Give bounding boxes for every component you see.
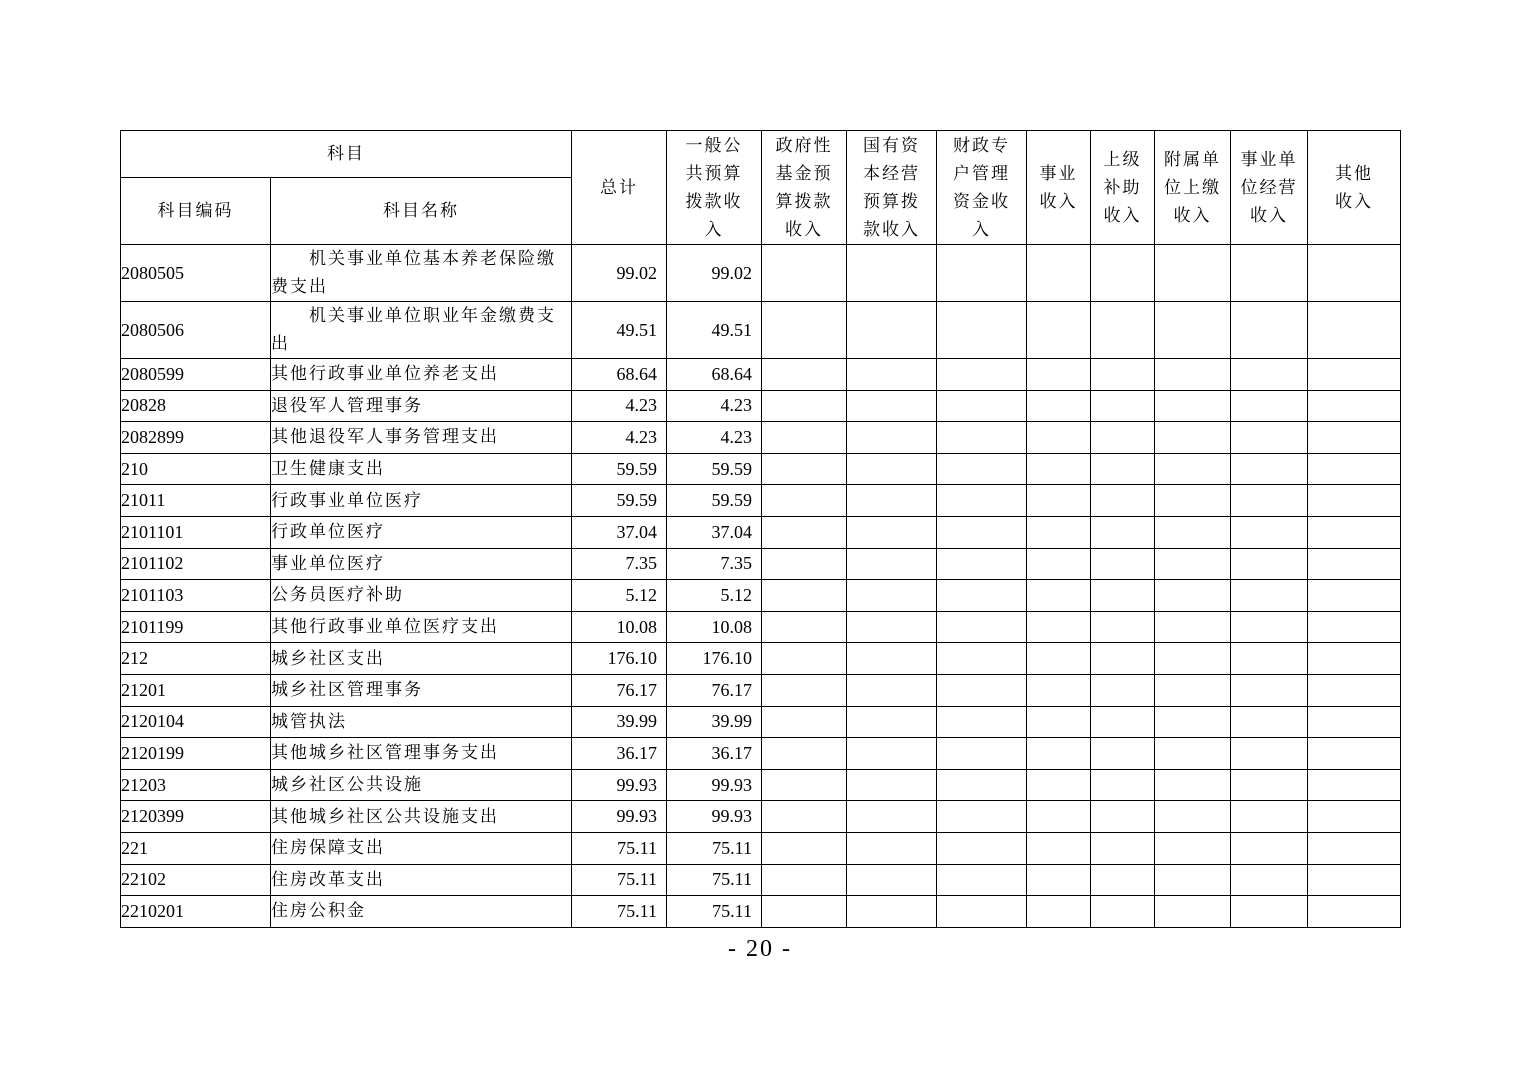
cell-subject-code: 2101103	[121, 580, 271, 612]
cell-business-unit-operation	[1231, 245, 1308, 302]
cell-total: 4.23	[572, 390, 667, 422]
cell-gov-fund-budget	[762, 643, 847, 675]
cell-gov-fund-budget	[762, 302, 847, 359]
cell-general-public-budget: 4.23	[667, 390, 762, 422]
table-row	[121, 245, 1401, 302]
cell-other-income	[1308, 245, 1401, 302]
cell-business-unit-operation	[1231, 643, 1308, 675]
cell-subject-name	[271, 302, 572, 359]
cell-business-income	[1027, 832, 1091, 864]
cell-total: 75.11	[572, 864, 667, 896]
table-row	[121, 453, 1401, 485]
cell-affiliated-unit-payment	[1155, 832, 1231, 864]
table-row	[121, 801, 1401, 833]
cell-subject-name: 退役军人管理事务	[271, 390, 572, 422]
cell-gov-fund-budget	[762, 832, 847, 864]
table-header	[121, 131, 1401, 245]
cell-state-capital-budget	[847, 611, 937, 643]
table-row	[121, 422, 1401, 454]
cell-general-public-budget: 10.08	[667, 611, 762, 643]
cell-total: 39.99	[572, 706, 667, 738]
cell-subject-code: 21203	[121, 769, 271, 801]
cell-fiscal-special-account	[937, 864, 1027, 896]
cell-subject-code: 2101101	[121, 516, 271, 548]
cell-business-income	[1027, 485, 1091, 517]
cell-business-unit-operation	[1231, 674, 1308, 706]
cell-state-capital-budget	[847, 896, 937, 928]
cell-superior-subsidy	[1091, 245, 1155, 302]
cell-business-income	[1027, 359, 1091, 391]
cell-affiliated-unit-payment	[1155, 516, 1231, 548]
cell-superior-subsidy	[1091, 611, 1155, 643]
cell-affiliated-unit-payment	[1155, 738, 1231, 770]
cell-subject-name: 其他城乡社区公共设施支出	[271, 801, 572, 833]
cell-superior-subsidy	[1091, 453, 1155, 485]
cell-subject-code: 212	[121, 643, 271, 675]
cell-business-income	[1027, 864, 1091, 896]
cell-business-income	[1027, 896, 1091, 928]
cell-subject-code: 20828	[121, 390, 271, 422]
cell-subject-name: 城管执法	[271, 706, 572, 738]
cell-business-income	[1027, 245, 1091, 302]
cell-subject-name: 城乡社区管理事务	[271, 674, 572, 706]
cell-business-income	[1027, 453, 1091, 485]
cell-general-public-budget: 99.02	[667, 245, 762, 302]
cell-fiscal-special-account	[937, 896, 1027, 928]
cell-affiliated-unit-payment	[1155, 896, 1231, 928]
table-row	[121, 390, 1401, 422]
cell-fiscal-special-account	[937, 832, 1027, 864]
cell-total: 7.35	[572, 548, 667, 580]
cell-business-unit-operation	[1231, 896, 1308, 928]
cell-other-income	[1308, 769, 1401, 801]
header-gov-fund-budget: 政府性 基金预 算拨款 收入	[762, 131, 847, 245]
cell-gov-fund-budget	[762, 611, 847, 643]
cell-business-unit-operation	[1231, 611, 1308, 643]
cell-total: 68.64	[572, 359, 667, 391]
cell-state-capital-budget	[847, 390, 937, 422]
cell-subject-name: 住房公积金	[271, 896, 572, 928]
cell-business-income	[1027, 643, 1091, 675]
header-general-public-budget: 一般公 共预算 拨款收 入	[667, 131, 762, 245]
cell-affiliated-unit-payment	[1155, 245, 1231, 302]
cell-state-capital-budget	[847, 359, 937, 391]
cell-total: 10.08	[572, 611, 667, 643]
cell-fiscal-special-account	[937, 302, 1027, 359]
cell-general-public-budget: 76.17	[667, 674, 762, 706]
cell-fiscal-special-account	[937, 769, 1027, 801]
table-row	[121, 864, 1401, 896]
cell-affiliated-unit-payment	[1155, 864, 1231, 896]
cell-state-capital-budget	[847, 643, 937, 675]
cell-subject-code: 2080506	[121, 302, 271, 359]
cell-superior-subsidy	[1091, 516, 1155, 548]
cell-state-capital-budget	[847, 674, 937, 706]
subject-name-text: 机关事业单位基本养老保险缴费支出	[271, 249, 556, 297]
cell-gov-fund-budget	[762, 245, 847, 302]
cell-subject-name: 行政事业单位医疗	[271, 485, 572, 517]
cell-subject-code: 2082899	[121, 422, 271, 454]
cell-business-income	[1027, 611, 1091, 643]
cell-other-income	[1308, 580, 1401, 612]
cell-business-unit-operation	[1231, 390, 1308, 422]
page-number: - 20 -	[728, 936, 792, 962]
cell-fiscal-special-account	[937, 580, 1027, 612]
header-affiliated-unit-payment: 附属单 位上缴 收入	[1155, 131, 1231, 245]
cell-state-capital-budget	[847, 832, 937, 864]
cell-affiliated-unit-payment	[1155, 706, 1231, 738]
header-state-capital-budget: 国有资 本经营 预算拨 款收入	[847, 131, 937, 245]
cell-business-unit-operation	[1231, 422, 1308, 454]
cell-affiliated-unit-payment	[1155, 548, 1231, 580]
cell-gov-fund-budget	[762, 453, 847, 485]
cell-other-income	[1308, 738, 1401, 770]
cell-total: 75.11	[572, 896, 667, 928]
cell-gov-fund-budget	[762, 485, 847, 517]
cell-fiscal-special-account	[937, 801, 1027, 833]
table-row	[121, 896, 1401, 928]
cell-fiscal-special-account	[937, 390, 1027, 422]
cell-business-income	[1027, 674, 1091, 706]
cell-total: 176.10	[572, 643, 667, 675]
cell-superior-subsidy	[1091, 769, 1155, 801]
cell-fiscal-special-account	[937, 485, 1027, 517]
cell-gov-fund-budget	[762, 580, 847, 612]
cell-other-income	[1308, 674, 1401, 706]
cell-affiliated-unit-payment	[1155, 643, 1231, 675]
cell-total: 49.51	[572, 302, 667, 359]
cell-subject-name: 住房改革支出	[271, 864, 572, 896]
cell-other-income	[1308, 516, 1401, 548]
cell-total: 75.11	[572, 832, 667, 864]
header-subject-name: 科目名称	[271, 178, 572, 245]
cell-subject-name: 城乡社区公共设施	[271, 769, 572, 801]
cell-subject-code: 2101199	[121, 611, 271, 643]
cell-general-public-budget: 4.23	[667, 422, 762, 454]
cell-superior-subsidy	[1091, 896, 1155, 928]
cell-business-unit-operation	[1231, 453, 1308, 485]
cell-gov-fund-budget	[762, 896, 847, 928]
cell-general-public-budget: 7.35	[667, 548, 762, 580]
cell-superior-subsidy	[1091, 864, 1155, 896]
cell-business-income	[1027, 516, 1091, 548]
cell-subject-name: 其他行政事业单位养老支出	[271, 359, 572, 391]
cell-subject-code: 21011	[121, 485, 271, 517]
cell-total: 37.04	[572, 516, 667, 548]
cell-other-income	[1308, 302, 1401, 359]
cell-other-income	[1308, 390, 1401, 422]
cell-business-unit-operation	[1231, 302, 1308, 359]
cell-superior-subsidy	[1091, 359, 1155, 391]
cell-state-capital-budget	[847, 516, 937, 548]
cell-affiliated-unit-payment	[1155, 674, 1231, 706]
cell-business-unit-operation	[1231, 706, 1308, 738]
cell-total: 99.02	[572, 245, 667, 302]
cell-superior-subsidy	[1091, 674, 1155, 706]
cell-subject-code: 210	[121, 453, 271, 485]
cell-business-unit-operation	[1231, 738, 1308, 770]
cell-subject-name: 卫生健康支出	[271, 453, 572, 485]
header-fiscal-special-account: 财政专 户管理 资金收 入	[937, 131, 1027, 245]
cell-business-income	[1027, 738, 1091, 770]
cell-superior-subsidy	[1091, 548, 1155, 580]
cell-business-income	[1027, 580, 1091, 612]
cell-affiliated-unit-payment	[1155, 580, 1231, 612]
cell-business-income	[1027, 706, 1091, 738]
cell-fiscal-special-account	[937, 611, 1027, 643]
budget-table	[120, 130, 1401, 928]
cell-general-public-budget: 59.59	[667, 485, 762, 517]
cell-gov-fund-budget	[762, 706, 847, 738]
cell-affiliated-unit-payment	[1155, 302, 1231, 359]
cell-subject-name: 城乡社区支出	[271, 643, 572, 675]
cell-subject-name: 其他城乡社区管理事务支出	[271, 738, 572, 770]
cell-general-public-budget: 75.11	[667, 832, 762, 864]
cell-state-capital-budget	[847, 769, 937, 801]
cell-affiliated-unit-payment	[1155, 422, 1231, 454]
cell-superior-subsidy	[1091, 422, 1155, 454]
cell-state-capital-budget	[847, 580, 937, 612]
cell-gov-fund-budget	[762, 801, 847, 833]
cell-affiliated-unit-payment	[1155, 611, 1231, 643]
cell-total: 99.93	[572, 769, 667, 801]
cell-state-capital-budget	[847, 706, 937, 738]
cell-subject-name: 其他行政事业单位医疗支出	[271, 611, 572, 643]
cell-other-income	[1308, 801, 1401, 833]
cell-subject-code: 2120399	[121, 801, 271, 833]
cell-total: 59.59	[572, 485, 667, 517]
cell-other-income	[1308, 422, 1401, 454]
cell-state-capital-budget	[847, 864, 937, 896]
cell-other-income	[1308, 643, 1401, 675]
cell-fiscal-special-account	[937, 422, 1027, 454]
cell-total: 5.12	[572, 580, 667, 612]
cell-other-income	[1308, 485, 1401, 517]
cell-state-capital-budget	[847, 548, 937, 580]
cell-subject-name: 其他退役军人事务管理支出	[271, 422, 572, 454]
cell-general-public-budget: 49.51	[667, 302, 762, 359]
cell-other-income	[1308, 611, 1401, 643]
cell-other-income	[1308, 359, 1401, 391]
header-business-income: 事业 收入	[1027, 131, 1091, 245]
cell-business-unit-operation	[1231, 359, 1308, 391]
cell-business-unit-operation	[1231, 516, 1308, 548]
cell-gov-fund-budget	[762, 516, 847, 548]
cell-other-income	[1308, 548, 1401, 580]
table-row	[121, 516, 1401, 548]
table-row	[121, 643, 1401, 675]
cell-gov-fund-budget	[762, 548, 847, 580]
cell-other-income	[1308, 896, 1401, 928]
cell-fiscal-special-account	[937, 548, 1027, 580]
subject-name-text: 机关事业单位职业年金缴费支出	[271, 306, 556, 354]
cell-total: 4.23	[572, 422, 667, 454]
table-row	[121, 769, 1401, 801]
table-body	[121, 245, 1401, 928]
cell-subject-name: 住房保障支出	[271, 832, 572, 864]
cell-general-public-budget: 37.04	[667, 516, 762, 548]
cell-gov-fund-budget	[762, 390, 847, 422]
cell-gov-fund-budget	[762, 864, 847, 896]
cell-other-income	[1308, 864, 1401, 896]
header-business-unit-operation: 事业单 位经营 收入	[1231, 131, 1308, 245]
cell-affiliated-unit-payment	[1155, 485, 1231, 517]
cell-superior-subsidy	[1091, 643, 1155, 675]
cell-general-public-budget: 39.99	[667, 706, 762, 738]
cell-total: 76.17	[572, 674, 667, 706]
cell-fiscal-special-account	[937, 738, 1027, 770]
cell-state-capital-budget	[847, 801, 937, 833]
cell-general-public-budget: 99.93	[667, 801, 762, 833]
table-row	[121, 359, 1401, 391]
cell-total: 59.59	[572, 453, 667, 485]
cell-business-income	[1027, 801, 1091, 833]
cell-gov-fund-budget	[762, 769, 847, 801]
header-subject-code: 科目编码	[121, 178, 271, 245]
cell-subject-code: 2210201	[121, 896, 271, 928]
table-row	[121, 832, 1401, 864]
cell-gov-fund-budget	[762, 674, 847, 706]
cell-state-capital-budget	[847, 485, 937, 517]
table-row	[121, 674, 1401, 706]
cell-general-public-budget: 75.11	[667, 896, 762, 928]
cell-general-public-budget: 176.10	[667, 643, 762, 675]
cell-superior-subsidy	[1091, 801, 1155, 833]
cell-fiscal-special-account	[937, 643, 1027, 675]
header-subject: 科目	[121, 131, 572, 178]
cell-subject-code: 2080505	[121, 245, 271, 302]
cell-superior-subsidy	[1091, 390, 1155, 422]
cell-fiscal-special-account	[937, 516, 1027, 548]
cell-state-capital-budget	[847, 453, 937, 485]
cell-business-unit-operation	[1231, 801, 1308, 833]
cell-affiliated-unit-payment	[1155, 453, 1231, 485]
cell-fiscal-special-account	[937, 453, 1027, 485]
cell-fiscal-special-account	[937, 245, 1027, 302]
cell-general-public-budget: 59.59	[667, 453, 762, 485]
cell-state-capital-budget	[847, 245, 937, 302]
cell-subject-code: 221	[121, 832, 271, 864]
cell-state-capital-budget	[847, 302, 937, 359]
cell-subject-code: 2120104	[121, 706, 271, 738]
cell-business-unit-operation	[1231, 548, 1308, 580]
table-row	[121, 580, 1401, 612]
cell-business-income	[1027, 422, 1091, 454]
cell-state-capital-budget	[847, 422, 937, 454]
cell-affiliated-unit-payment	[1155, 359, 1231, 391]
header-other-income: 其他 收入	[1308, 131, 1401, 245]
cell-business-income	[1027, 548, 1091, 580]
cell-affiliated-unit-payment	[1155, 390, 1231, 422]
cell-business-income	[1027, 302, 1091, 359]
cell-general-public-budget: 5.12	[667, 580, 762, 612]
cell-fiscal-special-account	[937, 674, 1027, 706]
cell-affiliated-unit-payment	[1155, 769, 1231, 801]
cell-business-income	[1027, 390, 1091, 422]
cell-total: 99.93	[572, 801, 667, 833]
cell-general-public-budget: 75.11	[667, 864, 762, 896]
cell-affiliated-unit-payment	[1155, 801, 1231, 833]
cell-superior-subsidy	[1091, 738, 1155, 770]
table-row	[121, 302, 1401, 359]
cell-subject-code: 21201	[121, 674, 271, 706]
cell-business-unit-operation	[1231, 580, 1308, 612]
cell-business-income	[1027, 769, 1091, 801]
cell-other-income	[1308, 453, 1401, 485]
cell-gov-fund-budget	[762, 738, 847, 770]
cell-business-unit-operation	[1231, 485, 1308, 517]
cell-gov-fund-budget	[762, 422, 847, 454]
cell-superior-subsidy	[1091, 832, 1155, 864]
cell-subject-name: 行政单位医疗	[271, 516, 572, 548]
cell-subject-code: 2120199	[121, 738, 271, 770]
table-row	[121, 611, 1401, 643]
cell-subject-name: 事业单位医疗	[271, 548, 572, 580]
cell-superior-subsidy	[1091, 485, 1155, 517]
cell-subject-name: 公务员医疗补助	[271, 580, 572, 612]
table-row	[121, 485, 1401, 517]
cell-general-public-budget: 68.64	[667, 359, 762, 391]
cell-fiscal-special-account	[937, 359, 1027, 391]
cell-general-public-budget: 36.17	[667, 738, 762, 770]
cell-other-income	[1308, 706, 1401, 738]
cell-subject-name	[271, 245, 572, 302]
cell-subject-code: 22102	[121, 864, 271, 896]
cell-total: 36.17	[572, 738, 667, 770]
cell-state-capital-budget	[847, 738, 937, 770]
cell-business-unit-operation	[1231, 864, 1308, 896]
cell-business-unit-operation	[1231, 832, 1308, 864]
cell-other-income	[1308, 832, 1401, 864]
table-row	[121, 706, 1401, 738]
cell-subject-code: 2101102	[121, 548, 271, 580]
header-total: 总计	[572, 131, 667, 245]
cell-general-public-budget: 99.93	[667, 769, 762, 801]
cell-fiscal-special-account	[937, 706, 1027, 738]
cell-gov-fund-budget	[762, 359, 847, 391]
header-superior-subsidy: 上级 补助 收入	[1091, 131, 1155, 245]
cell-business-unit-operation	[1231, 769, 1308, 801]
cell-subject-code: 2080599	[121, 359, 271, 391]
table-row	[121, 548, 1401, 580]
cell-superior-subsidy	[1091, 302, 1155, 359]
cell-superior-subsidy	[1091, 706, 1155, 738]
table-row	[121, 738, 1401, 770]
cell-superior-subsidy	[1091, 580, 1155, 612]
